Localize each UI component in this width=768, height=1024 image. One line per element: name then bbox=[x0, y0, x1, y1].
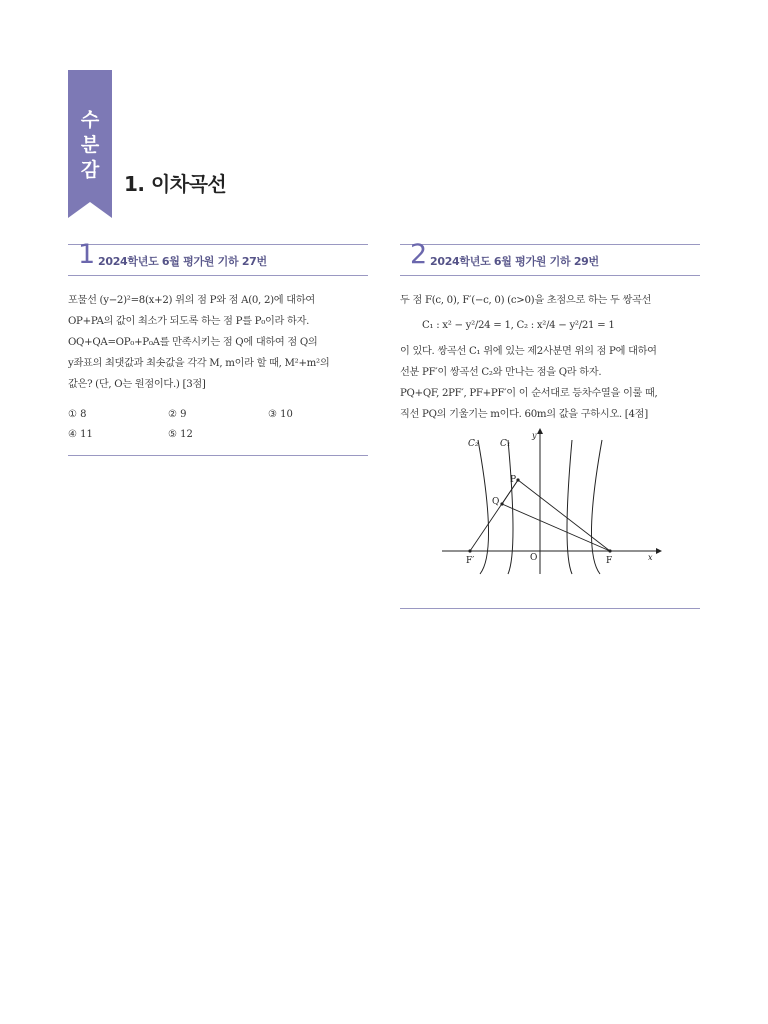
divider bbox=[68, 455, 368, 456]
hyperbola-c2-right bbox=[591, 440, 602, 574]
problem-text bbox=[400, 290, 700, 425]
problem-source: 2024학년도 6월 평가원 기하 29번 bbox=[430, 255, 599, 268]
choice-4: ④ 11 bbox=[68, 429, 93, 440]
label-q: Q bbox=[492, 497, 500, 507]
point-fprime bbox=[468, 549, 471, 552]
problem-line: 값은? (단, O는 원점이다.) [3점] bbox=[68, 379, 206, 390]
hyperbola-figure bbox=[430, 426, 670, 576]
hyperbola-c2-left bbox=[478, 440, 489, 574]
choice-3: ③ 10 bbox=[268, 409, 293, 420]
problem-line: y좌표의 최댓값과 최솟값을 각각 M, m이라 할 때, M²+m²의 bbox=[68, 358, 330, 369]
segment-q-f bbox=[502, 504, 610, 551]
label-o: O bbox=[530, 553, 538, 563]
problem-line: 선분 PF′이 쌍곡선 C₂와 만나는 점을 Q라 하자. bbox=[400, 367, 602, 378]
divider bbox=[400, 608, 700, 609]
label-c1: C₁ bbox=[500, 439, 511, 449]
problem-2 bbox=[400, 239, 700, 425]
choice-5: ⑤ 12 bbox=[168, 429, 193, 440]
hyperbola-c1-right bbox=[567, 440, 572, 574]
problem-number: 1 bbox=[78, 239, 96, 270]
problem-text bbox=[68, 290, 368, 395]
choice-2: ② 9 bbox=[168, 409, 187, 420]
point-f bbox=[608, 549, 611, 552]
problem-line: 두 점 F(c, 0), F′(−c, 0) (c>0)을 초점으로 하는 두 쌍곡선 bbox=[400, 295, 652, 306]
problem-1 bbox=[68, 239, 368, 445]
point-p bbox=[516, 478, 519, 481]
label-c2: C₂ bbox=[468, 439, 479, 449]
problem-line: 직선 PQ의 기울기는 m이다. 60m의 값을 구하시오. [4점] bbox=[400, 409, 648, 420]
choice-1: ① 8 bbox=[68, 409, 87, 420]
y-axis-arrow bbox=[537, 428, 543, 434]
label-x: x bbox=[648, 553, 653, 562]
problem-number: 2 bbox=[410, 239, 428, 270]
problem-line: PQ+QF, 2PF′, PF+PF′이 이 순서대로 등차수열을 이룰 때, bbox=[400, 388, 658, 399]
problem-line: OQ+QA=OP₀+P₀A를 만족시키는 점 Q에 대하여 점 Q의 bbox=[68, 337, 318, 348]
answer-choices bbox=[68, 405, 368, 445]
label-f: F bbox=[606, 556, 613, 566]
chapter-title: 1. 이차곡선 bbox=[124, 172, 227, 196]
problem-header bbox=[400, 239, 700, 276]
hyperbola-formula: C₁ : x² − y²/24 = 1, C₂ : x²/4 − y²/21 = 1 bbox=[422, 320, 615, 331]
point-q bbox=[500, 502, 503, 505]
problem-line: 포물선 (y−2)²=8(x+2) 위의 점 P와 점 A(0, 2)에 대하여 bbox=[68, 295, 315, 306]
segment-p-f bbox=[518, 480, 610, 551]
problem-line: OP+PA의 값이 최소가 되도록 하는 점 P를 P₀이라 하자. bbox=[68, 316, 310, 327]
label-p: P bbox=[510, 475, 517, 485]
ribbon-label: 수 분 감 bbox=[80, 109, 100, 181]
x-axis-arrow bbox=[656, 548, 662, 554]
label-y: y bbox=[532, 431, 537, 440]
problem-line: 이 있다. 쌍곡선 C₁ 위에 있는 제2사분면 위의 점 P에 대하여 bbox=[400, 346, 657, 357]
label-fprime: F′ bbox=[466, 556, 475, 566]
problem-header bbox=[68, 239, 368, 276]
problem-source: 2024학년도 6월 평가원 기하 27번 bbox=[98, 255, 267, 268]
